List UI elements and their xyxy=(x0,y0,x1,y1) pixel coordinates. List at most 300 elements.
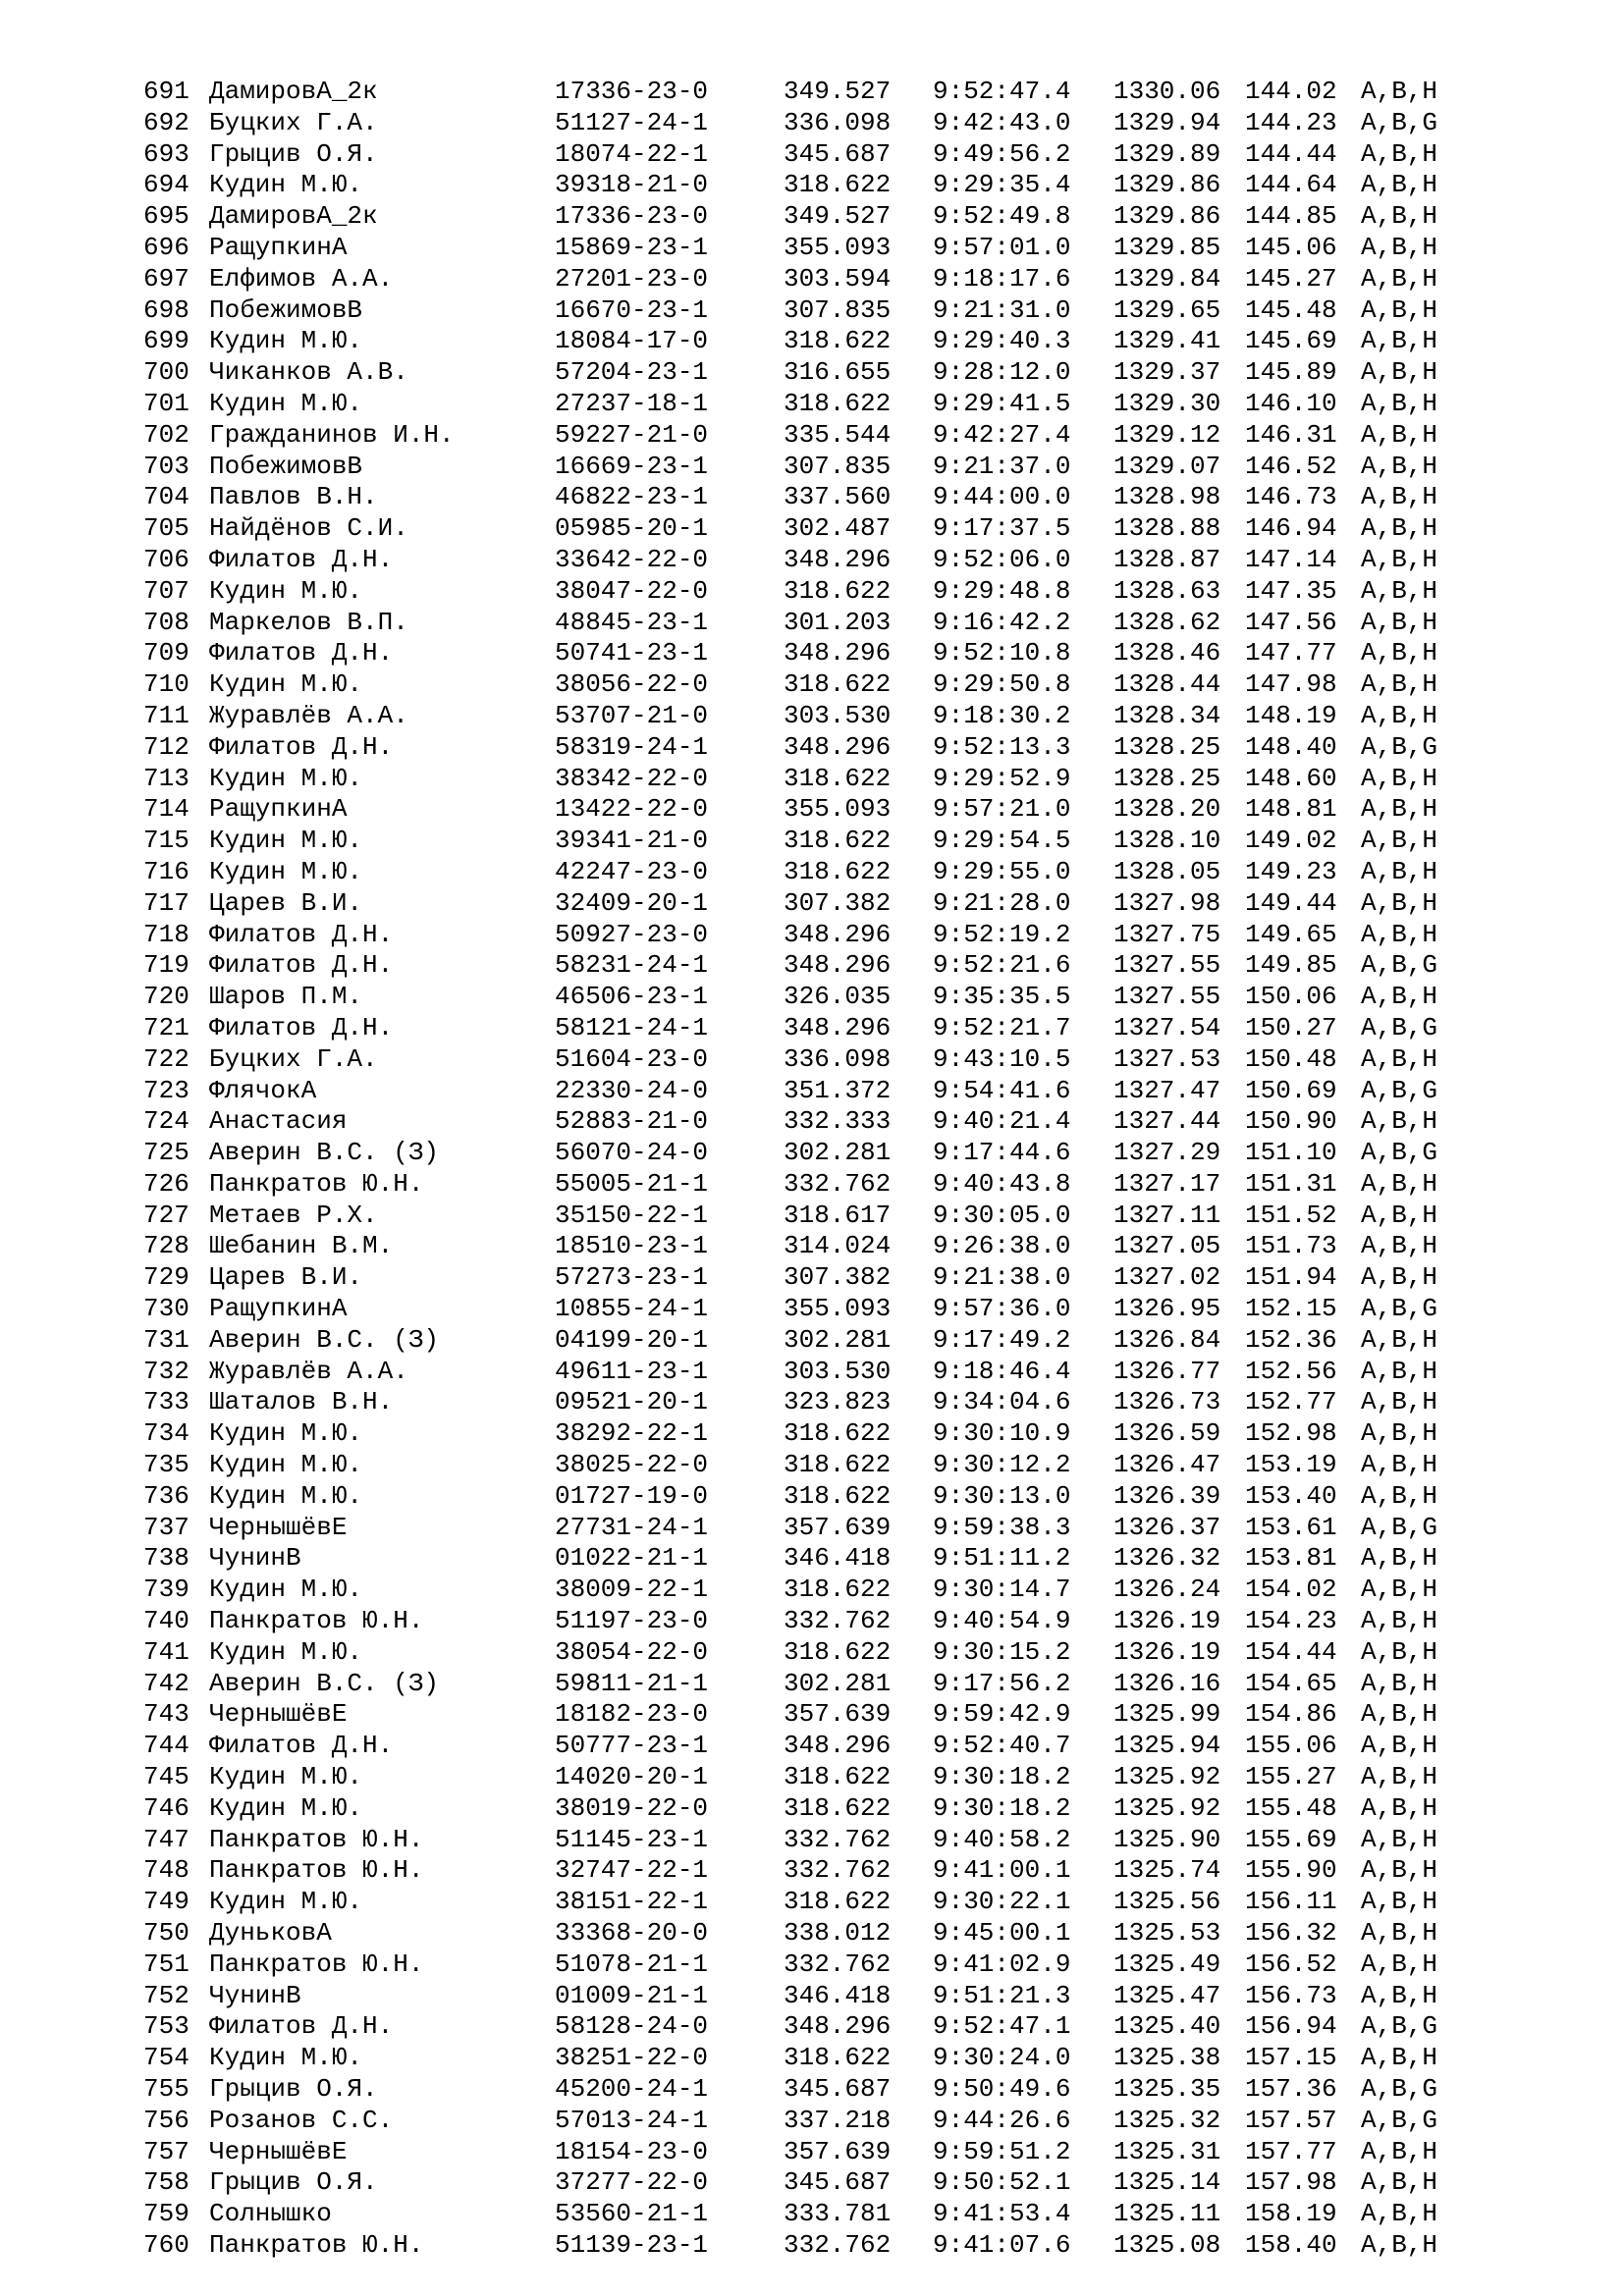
ring-number: 58121-24-1 xyxy=(555,1012,709,1042)
ring-number: 33368-20-0 xyxy=(555,1918,709,1949)
coefficient: 148.81 xyxy=(1245,794,1337,825)
participant-name: Кудин М.Ю. xyxy=(209,326,363,356)
coefficient: 150.90 xyxy=(1245,1106,1337,1137)
ring-number: 39341-21-0 xyxy=(555,826,709,856)
ring-number: 58231-24-1 xyxy=(555,950,709,981)
speed: 1326.84 xyxy=(1113,1324,1221,1355)
distance: 357.639 xyxy=(784,1699,892,1730)
ring-number: 27237-18-1 xyxy=(555,388,709,418)
arrival-time: 9:29:50.8 xyxy=(933,669,1071,700)
distance: 349.527 xyxy=(784,201,892,232)
coefficient: 154.23 xyxy=(1245,1606,1337,1636)
rank-number: 691 xyxy=(143,77,189,106)
distance: 345.687 xyxy=(784,138,892,169)
participant-name: Панкратов Ю.Н. xyxy=(209,1824,424,1854)
participant-name: ЧунинВ xyxy=(209,1980,301,2010)
distance: 323.823 xyxy=(784,1387,892,1417)
speed: 1327.17 xyxy=(1113,1168,1221,1199)
category-codes: A,B,H xyxy=(1361,1855,1438,1886)
participant-name: ДамировА_2к xyxy=(209,77,378,106)
arrival-time: 9:43:10.5 xyxy=(933,1043,1071,1074)
speed: 1327.44 xyxy=(1113,1106,1221,1137)
distance: 303.530 xyxy=(784,1356,892,1386)
participant-name: ПобежимовВ xyxy=(209,294,363,325)
arrival-time: 9:18:17.6 xyxy=(933,263,1071,294)
rank-number: 737 xyxy=(143,1512,189,1542)
arrival-time: 9:17:49.2 xyxy=(933,1324,1071,1355)
rank-number: 714 xyxy=(143,794,189,825)
coefficient: 145.69 xyxy=(1245,326,1337,356)
category-codes: A,B,G xyxy=(1361,2074,1438,2104)
category-codes: A,B,H xyxy=(1361,638,1438,668)
speed: 1329.37 xyxy=(1113,357,1221,388)
speed: 1327.29 xyxy=(1113,1138,1221,1168)
coefficient: 149.65 xyxy=(1245,919,1337,949)
speed: 1326.24 xyxy=(1113,1575,1221,1605)
category-codes: A,B,H xyxy=(1361,1480,1438,1511)
coefficient: 145.06 xyxy=(1245,232,1337,262)
arrival-time: 9:52:06.0 xyxy=(933,544,1071,574)
speed: 1329.86 xyxy=(1113,170,1221,200)
participant-name: Чиканков А.В. xyxy=(209,357,408,388)
speed: 1325.92 xyxy=(1113,1792,1221,1823)
participant-name: Кудин М.Ю. xyxy=(209,170,363,200)
participant-name: РащупкинА xyxy=(209,1294,348,1324)
coefficient: 151.10 xyxy=(1245,1138,1337,1168)
distance: 332.762 xyxy=(784,1855,892,1886)
arrival-time: 9:52:21.7 xyxy=(933,1012,1071,1042)
coefficient: 150.48 xyxy=(1245,1043,1337,1074)
rank-number: 731 xyxy=(143,1324,189,1355)
ring-number: 16670-23-1 xyxy=(555,294,709,325)
ring-number: 18182-23-0 xyxy=(555,1699,709,1730)
participant-name: Шаров П.М. xyxy=(209,982,363,1012)
coefficient: 156.32 xyxy=(1245,1918,1337,1949)
distance: 357.639 xyxy=(784,1512,892,1542)
arrival-time: 9:41:00.1 xyxy=(933,1855,1071,1886)
coefficient: 156.73 xyxy=(1245,1980,1337,2010)
coefficient: 148.19 xyxy=(1245,700,1337,730)
speed: 1325.56 xyxy=(1113,1887,1221,1917)
participant-name: ЧернышёвЕ xyxy=(209,2136,348,2166)
arrival-time: 9:52:13.3 xyxy=(933,731,1071,762)
category-codes: A,B,H xyxy=(1361,669,1438,700)
speed: 1327.47 xyxy=(1113,1075,1221,1105)
arrival-time: 9:30:18.2 xyxy=(933,1762,1071,1792)
distance: 318.622 xyxy=(784,1762,892,1792)
participant-name: Панкратов Ю.Н. xyxy=(209,1855,424,1886)
category-codes: A,B,G xyxy=(1361,1512,1438,1542)
ring-number: 01009-21-1 xyxy=(555,1980,709,2010)
ring-number: 59811-21-1 xyxy=(555,1668,709,1698)
rank-number: 732 xyxy=(143,1356,189,1386)
participant-name: Кудин М.Ю. xyxy=(209,1450,363,1480)
rank-number: 701 xyxy=(143,388,189,418)
rank-number: 706 xyxy=(143,544,189,574)
category-codes: A,B,H xyxy=(1361,1231,1438,1261)
speed: 1329.86 xyxy=(1113,201,1221,232)
coefficient: 154.44 xyxy=(1245,1636,1337,1667)
participant-name: Маркелов В.П. xyxy=(209,607,408,637)
distance: 348.296 xyxy=(784,638,892,668)
distance: 318.622 xyxy=(784,1887,892,1917)
coefficient: 151.52 xyxy=(1245,1200,1337,1230)
distance: 348.296 xyxy=(784,950,892,981)
rank-number: 696 xyxy=(143,232,189,262)
rank-number: 703 xyxy=(143,451,189,481)
participant-name: Шебанин В.М. xyxy=(209,1231,394,1261)
rank-number: 712 xyxy=(143,731,189,762)
arrival-time: 9:52:10.8 xyxy=(933,638,1071,668)
distance: 332.762 xyxy=(784,1168,892,1199)
distance: 318.622 xyxy=(784,856,892,886)
arrival-time: 9:52:21.6 xyxy=(933,950,1071,981)
coefficient: 155.27 xyxy=(1245,1762,1337,1792)
ring-number: 01022-21-1 xyxy=(555,1543,709,1574)
arrival-time: 9:30:10.9 xyxy=(933,1418,1071,1449)
participant-name: Царев В.И. xyxy=(209,887,363,918)
speed: 1328.63 xyxy=(1113,575,1221,606)
category-codes: A,B,H xyxy=(1361,794,1438,825)
rank-number: 747 xyxy=(143,1824,189,1854)
speed: 1326.32 xyxy=(1113,1543,1221,1574)
coefficient: 154.02 xyxy=(1245,1575,1337,1605)
speed: 1325.40 xyxy=(1113,2011,1221,2042)
rank-number: 750 xyxy=(143,1918,189,1949)
coefficient: 149.02 xyxy=(1245,826,1337,856)
coefficient: 153.61 xyxy=(1245,1512,1337,1542)
rank-number: 757 xyxy=(143,2136,189,2166)
distance: 332.762 xyxy=(784,1824,892,1854)
coefficient: 150.27 xyxy=(1245,1012,1337,1042)
arrival-time: 9:44:00.0 xyxy=(933,482,1071,512)
category-codes: A,B,H xyxy=(1361,826,1438,856)
rank-number: 722 xyxy=(143,1043,189,1074)
participant-name: Журавлёв А.А. xyxy=(209,700,408,730)
ring-number: 38054-22-0 xyxy=(555,1636,709,1667)
distance: 349.527 xyxy=(784,77,892,106)
speed: 1325.14 xyxy=(1113,2167,1221,2198)
participant-name: Метаев Р.Х. xyxy=(209,1200,378,1230)
ring-number: 14020-20-1 xyxy=(555,1762,709,1792)
category-codes: A,B,H xyxy=(1361,700,1438,730)
speed: 1328.87 xyxy=(1113,544,1221,574)
participant-name: Грыцив О.Я. xyxy=(209,138,378,169)
participant-name: Елфимов А.А. xyxy=(209,263,394,294)
coefficient: 150.69 xyxy=(1245,1075,1337,1105)
arrival-time: 9:21:37.0 xyxy=(933,451,1071,481)
rank-number: 694 xyxy=(143,170,189,200)
category-codes: A,B,H xyxy=(1361,1887,1438,1917)
arrival-time: 9:30:24.0 xyxy=(933,2043,1071,2073)
arrival-time: 9:26:38.0 xyxy=(933,1231,1071,1261)
coefficient: 156.52 xyxy=(1245,1949,1337,1979)
category-codes: A,B,H xyxy=(1361,1792,1438,1823)
coefficient: 157.15 xyxy=(1245,2043,1337,2073)
category-codes: A,B,H xyxy=(1361,170,1438,200)
arrival-time: 9:21:38.0 xyxy=(933,1262,1071,1293)
speed: 1328.62 xyxy=(1113,607,1221,637)
category-codes: A,B,H xyxy=(1361,513,1438,544)
arrival-time: 9:59:38.3 xyxy=(933,1512,1071,1542)
speed: 1328.44 xyxy=(1113,669,1221,700)
category-codes: A,B,H xyxy=(1361,1262,1438,1293)
arrival-time: 9:30:15.2 xyxy=(933,1636,1071,1667)
ring-number: 38047-22-0 xyxy=(555,575,709,606)
rank-number: 705 xyxy=(143,513,189,544)
distance: 318.622 xyxy=(784,2043,892,2073)
rank-number: 699 xyxy=(143,326,189,356)
speed: 1329.12 xyxy=(1113,419,1221,450)
coefficient: 147.77 xyxy=(1245,638,1337,668)
arrival-time: 9:42:27.4 xyxy=(933,419,1071,450)
arrival-time: 9:57:21.0 xyxy=(933,794,1071,825)
participant-name: Кудин М.Ю. xyxy=(209,1636,363,1667)
distance: 301.203 xyxy=(784,607,892,637)
distance: 302.281 xyxy=(784,1668,892,1698)
rank-number: 739 xyxy=(143,1575,189,1605)
ring-number: 59227-21-0 xyxy=(555,419,709,450)
participant-name: ДуньковА xyxy=(209,1918,332,1949)
coefficient: 151.31 xyxy=(1245,1168,1337,1199)
ring-number: 56070-24-0 xyxy=(555,1138,709,1168)
participant-name: Анастасия xyxy=(209,1106,348,1137)
speed: 1329.84 xyxy=(1113,263,1221,294)
category-codes: A,B,H xyxy=(1361,138,1438,169)
ring-number: 50927-23-0 xyxy=(555,919,709,949)
speed: 1326.77 xyxy=(1113,1356,1221,1386)
coefficient: 148.60 xyxy=(1245,763,1337,793)
arrival-time: 9:40:21.4 xyxy=(933,1106,1071,1137)
arrival-time: 9:41:02.9 xyxy=(933,1949,1071,1979)
category-codes: A,B,H xyxy=(1361,2199,1438,2229)
distance: 303.530 xyxy=(784,700,892,730)
arrival-time: 9:52:40.7 xyxy=(933,1731,1071,1761)
rank-number: 720 xyxy=(143,982,189,1012)
ring-number: 27731-24-1 xyxy=(555,1512,709,1542)
speed: 1329.94 xyxy=(1113,107,1221,137)
coefficient: 157.98 xyxy=(1245,2167,1337,2198)
ring-number: 49611-23-1 xyxy=(555,1356,709,1386)
participant-name: Филатов Д.Н. xyxy=(209,1012,394,1042)
rank-number: 745 xyxy=(143,1762,189,1792)
coefficient: 152.15 xyxy=(1245,1294,1337,1324)
arrival-time: 9:30:05.0 xyxy=(933,1200,1071,1230)
speed: 1325.92 xyxy=(1113,1762,1221,1792)
category-codes: A,B,G xyxy=(1361,2011,1438,2042)
ring-number: 16669-23-1 xyxy=(555,451,709,481)
speed: 1325.47 xyxy=(1113,1980,1221,2010)
arrival-time: 9:17:44.6 xyxy=(933,1138,1071,1168)
participant-name: Буцких Г.А. xyxy=(209,1043,378,1074)
ring-number: 35150-22-1 xyxy=(555,1200,709,1230)
participant-name: Филатов Д.Н. xyxy=(209,2011,394,2042)
coefficient: 146.52 xyxy=(1245,451,1337,481)
participant-name: Кудин М.Ю. xyxy=(209,1887,363,1917)
rank-number: 723 xyxy=(143,1075,189,1105)
distance: 348.296 xyxy=(784,919,892,949)
category-codes: A,B,H xyxy=(1361,1324,1438,1355)
coefficient: 152.98 xyxy=(1245,1418,1337,1449)
speed: 1328.98 xyxy=(1113,482,1221,512)
participant-name: Павлов В.Н. xyxy=(209,482,378,512)
participant-name: Филатов Д.Н. xyxy=(209,638,394,668)
participant-name: Розанов С.С. xyxy=(209,2105,394,2135)
rank-number: 736 xyxy=(143,1480,189,1511)
distance: 335.544 xyxy=(784,419,892,450)
category-codes: A,B,G xyxy=(1361,950,1438,981)
category-codes: A,B,H xyxy=(1361,1043,1438,1074)
distance: 332.333 xyxy=(784,1106,892,1137)
category-codes: A,B,G xyxy=(1361,731,1438,762)
rank-number: 760 xyxy=(143,2229,189,2260)
coefficient: 157.77 xyxy=(1245,2136,1337,2166)
category-codes: A,B,H xyxy=(1361,1168,1438,1199)
rank-number: 734 xyxy=(143,1418,189,1449)
distance: 355.093 xyxy=(784,794,892,825)
distance: 351.372 xyxy=(784,1075,892,1105)
distance: 318.617 xyxy=(784,1200,892,1230)
coefficient: 147.35 xyxy=(1245,575,1337,606)
rank-number: 755 xyxy=(143,2074,189,2104)
speed: 1328.10 xyxy=(1113,826,1221,856)
category-codes: A,B,H xyxy=(1361,1418,1438,1449)
rank-number: 708 xyxy=(143,607,189,637)
coefficient: 153.81 xyxy=(1245,1543,1337,1574)
arrival-time: 9:59:42.9 xyxy=(933,1699,1071,1730)
rank-number: 726 xyxy=(143,1168,189,1199)
arrival-time: 9:29:54.5 xyxy=(933,826,1071,856)
participant-name: ДамировА_2к xyxy=(209,201,378,232)
category-codes: A,B,H xyxy=(1361,357,1438,388)
arrival-time: 9:52:49.8 xyxy=(933,201,1071,232)
ring-number: 50741-23-1 xyxy=(555,638,709,668)
coefficient: 144.44 xyxy=(1245,138,1337,169)
participant-name: Царев В.И. xyxy=(209,1262,363,1293)
category-codes: A,B,H xyxy=(1361,1200,1438,1230)
speed: 1327.54 xyxy=(1113,1012,1221,1042)
coefficient: 150.06 xyxy=(1245,982,1337,1012)
rank-number: 730 xyxy=(143,1294,189,1324)
participant-name: Кудин М.Ю. xyxy=(209,1762,363,1792)
distance: 318.622 xyxy=(784,575,892,606)
rank-number: 738 xyxy=(143,1543,189,1574)
participant-name: Кудин М.Ю. xyxy=(209,763,363,793)
arrival-time: 9:21:31.0 xyxy=(933,294,1071,325)
coefficient: 145.27 xyxy=(1245,263,1337,294)
distance: 345.687 xyxy=(784,2167,892,2198)
category-codes: A,B,G xyxy=(1361,1138,1438,1168)
participant-name: ЧернышёвЕ xyxy=(209,1699,348,1730)
category-codes: A,B,H xyxy=(1361,419,1438,450)
arrival-time: 9:50:52.1 xyxy=(933,2167,1071,2198)
rank-number: 741 xyxy=(143,1636,189,1667)
coefficient: 157.36 xyxy=(1245,2074,1337,2104)
distance: 332.762 xyxy=(784,1949,892,1979)
rank-number: 758 xyxy=(143,2167,189,2198)
distance: 338.012 xyxy=(784,1918,892,1949)
arrival-time: 9:40:58.2 xyxy=(933,1824,1071,1854)
speed: 1329.30 xyxy=(1113,388,1221,418)
arrival-time: 9:52:47.1 xyxy=(933,2011,1071,2042)
ring-number: 57273-23-1 xyxy=(555,1262,709,1293)
speed: 1327.11 xyxy=(1113,1200,1221,1230)
rank-number: 715 xyxy=(143,826,189,856)
category-codes: A,B,H xyxy=(1361,263,1438,294)
distance: 332.762 xyxy=(784,1606,892,1636)
arrival-time: 9:40:43.8 xyxy=(933,1168,1071,1199)
distance: 318.622 xyxy=(784,763,892,793)
ring-number: 51139-23-1 xyxy=(555,2229,709,2260)
participant-name: Кудин М.Ю. xyxy=(209,1575,363,1605)
rank-number: 752 xyxy=(143,1980,189,2010)
participant-name: Кудин М.Ю. xyxy=(209,669,363,700)
category-codes: A,B,H xyxy=(1361,1668,1438,1698)
category-codes: A,B,H xyxy=(1361,1450,1438,1480)
coefficient: 144.23 xyxy=(1245,107,1337,137)
arrival-time: 9:34:04.6 xyxy=(933,1387,1071,1417)
arrival-time: 9:29:48.8 xyxy=(933,575,1071,606)
arrival-time: 9:45:00.1 xyxy=(933,1918,1071,1949)
distance: 357.639 xyxy=(784,2136,892,2166)
speed: 1329.41 xyxy=(1113,326,1221,356)
rank-number: 711 xyxy=(143,700,189,730)
speed: 1326.73 xyxy=(1113,1387,1221,1417)
distance: 333.781 xyxy=(784,2199,892,2229)
speed: 1325.11 xyxy=(1113,2199,1221,2229)
participant-name: Буцких Г.А. xyxy=(209,107,378,137)
distance: 307.835 xyxy=(784,451,892,481)
distance: 318.622 xyxy=(784,826,892,856)
distance: 303.594 xyxy=(784,263,892,294)
distance: 348.296 xyxy=(784,544,892,574)
arrival-time: 9:17:56.2 xyxy=(933,1668,1071,1698)
ring-number: 18154-23-0 xyxy=(555,2136,709,2166)
category-codes: A,B,H xyxy=(1361,201,1438,232)
speed: 1325.99 xyxy=(1113,1699,1221,1730)
participant-name: Панкратов Ю.Н. xyxy=(209,1949,424,1979)
coefficient: 152.77 xyxy=(1245,1387,1337,1417)
speed: 1328.88 xyxy=(1113,513,1221,544)
participant-name: ЧунинВ xyxy=(209,1543,301,1574)
speed: 1325.38 xyxy=(1113,2043,1221,2073)
distance: 307.382 xyxy=(784,1262,892,1293)
speed: 1327.55 xyxy=(1113,950,1221,981)
ring-number: 48845-23-1 xyxy=(555,607,709,637)
distance: 336.098 xyxy=(784,1043,892,1074)
participant-name: Кудин М.Ю. xyxy=(209,1418,363,1449)
rank-number: 743 xyxy=(143,1699,189,1730)
distance: 318.622 xyxy=(784,1450,892,1480)
coefficient: 155.06 xyxy=(1245,1731,1337,1761)
category-codes: A,B,H xyxy=(1361,1980,1438,2010)
arrival-time: 9:30:22.1 xyxy=(933,1887,1071,1917)
category-codes: A,B,H xyxy=(1361,1731,1438,1761)
rank-number: 695 xyxy=(143,201,189,232)
category-codes: A,B,H xyxy=(1361,887,1438,918)
distance: 318.622 xyxy=(784,1480,892,1511)
rank-number: 725 xyxy=(143,1138,189,1168)
category-codes: A,B,H xyxy=(1361,232,1438,262)
ring-number: 10855-24-1 xyxy=(555,1294,709,1324)
rank-number: 729 xyxy=(143,1262,189,1293)
rank-number: 746 xyxy=(143,1792,189,1823)
coefficient: 145.89 xyxy=(1245,357,1337,388)
distance: 318.622 xyxy=(784,1792,892,1823)
speed: 1326.19 xyxy=(1113,1606,1221,1636)
speed: 1328.34 xyxy=(1113,700,1221,730)
arrival-time: 9:18:46.4 xyxy=(933,1356,1071,1386)
